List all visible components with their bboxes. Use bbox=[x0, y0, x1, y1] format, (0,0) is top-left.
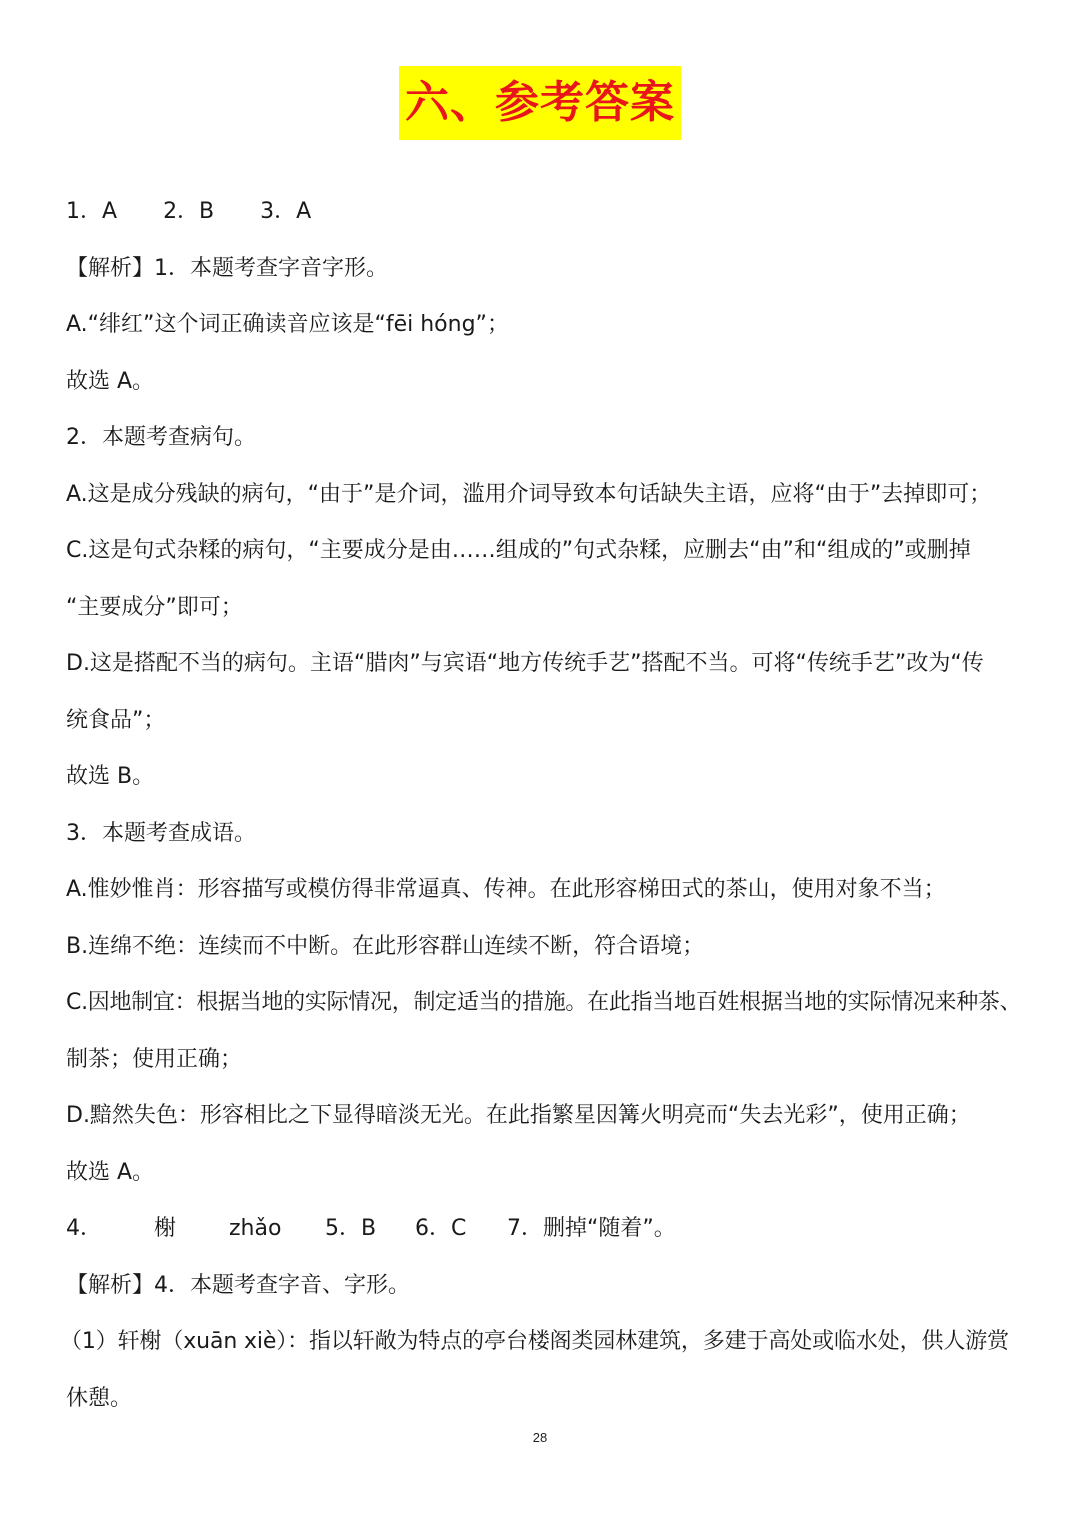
answer-2: 2．B bbox=[163, 199, 215, 224]
text-line: A.这是成分残缺的病句，“由于”是介词，滥用介词导致本句话缺失主语，应将“由于”去掉即可； bbox=[66, 481, 992, 507]
text-line: 【解析】1．本题考查字音字形。 bbox=[66, 255, 388, 281]
text-line: A.“绯红”这个词正确读音应该是“fēi hóng”； bbox=[66, 312, 509, 337]
text-line: 制茶；使用正确； bbox=[66, 1046, 243, 1072]
text-line: 故选 A。 bbox=[66, 1159, 155, 1185]
text-line: C.这是句式杂糅的病句，“主要成分是由……组成的”句式杂糅，应删去“由”和“组成的”或删掉 bbox=[66, 538, 971, 563]
answer-content bbox=[60, 184, 1022, 1427]
text-line: 【解析】4．本题考查字音、字形。 bbox=[66, 1272, 410, 1298]
answer-row-1 bbox=[66, 184, 1021, 241]
answer-6: 6．C bbox=[415, 1216, 467, 1241]
text-line: 休憩。 bbox=[66, 1385, 133, 1411]
answer-4-label: 4． bbox=[66, 1216, 102, 1241]
answer-3: 3．A bbox=[260, 199, 312, 224]
text-line: D.这是搭配不当的病句。主语“腊肉”与宾语“地方传统手艺”搭配不当。可将“传统手艺”改为“传 bbox=[66, 651, 984, 676]
answer-7: 7．删掉“随着”。 bbox=[507, 1216, 676, 1241]
text-line: 统食品”； bbox=[66, 707, 166, 733]
text-line: 故选 A。 bbox=[66, 368, 155, 394]
text-line: A.惟妙惟肖：形容描写或模仿得非常逼真、传神。在此形容梯田式的茶山，使用对象不当； bbox=[66, 877, 946, 902]
text-line: C.因地制宜：根据当地的实际情况，制定适当的措施。在此指当地百姓根据当地的实际情况来种茶、 bbox=[66, 990, 1022, 1015]
section-title: 六、参考答案 bbox=[399, 66, 681, 140]
text-line: 2．本题考查病句。 bbox=[66, 425, 256, 450]
text-line: （1）轩榭（xuān xiè）：指以轩敞为特点的亭台楼阁类园林建筑，多建于高处或临水处，供人游赏 bbox=[60, 1329, 1010, 1354]
text-line: 故选 B。 bbox=[66, 764, 155, 789]
answer-4-word: 榭 bbox=[154, 1216, 177, 1241]
answer-row-2 bbox=[66, 1201, 1021, 1258]
answer-1: 1．A bbox=[66, 199, 118, 224]
text-line: B.连绵不绝：连续而不中断。在此形容群山连续不断，符合语境； bbox=[66, 933, 705, 959]
title-container bbox=[0, 66, 1080, 140]
text-line: 3．本题考查成语。 bbox=[66, 820, 256, 846]
text-line: D.黯然失色：形容相比之下显得暗淡无光。在此指繁星因篝火明亮而“失去光彩”，使用正确； bbox=[66, 1103, 971, 1128]
text-line: “主要成分”即可； bbox=[66, 594, 243, 620]
answer-5: 5．B bbox=[325, 1216, 377, 1241]
page-number: 28 bbox=[532, 1430, 548, 1445]
answer-4-pinyin: zhǎo bbox=[229, 1216, 282, 1241]
